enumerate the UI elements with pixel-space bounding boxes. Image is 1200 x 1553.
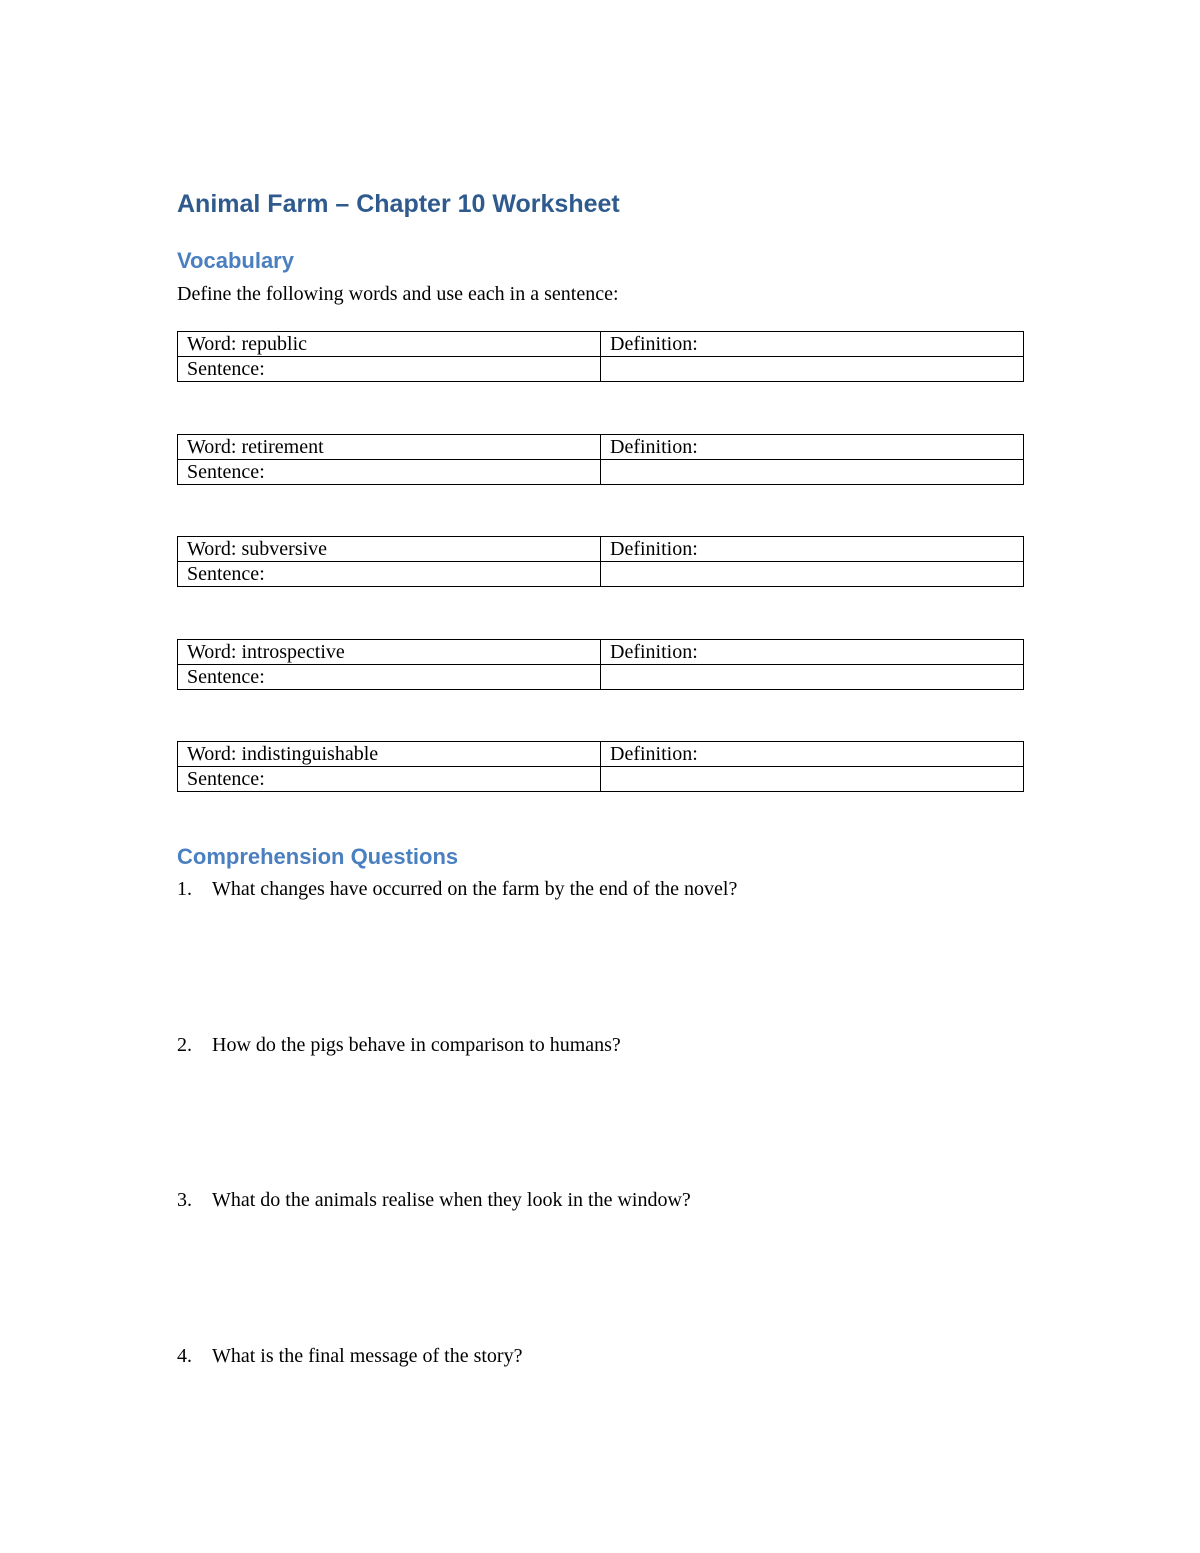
sentence-answer-cell[interactable] xyxy=(601,357,1024,382)
question-text: What changes have occurred on the farm by the end of the novel? xyxy=(212,878,738,900)
vocab-word: Word: retirement xyxy=(178,435,601,460)
sentence-field[interactable]: Sentence: xyxy=(178,767,601,792)
vocabulary-heading: Vocabulary xyxy=(177,248,294,273)
vocab-word: Word: indistinguishable xyxy=(178,742,601,767)
sentence-answer-cell[interactable] xyxy=(601,767,1024,792)
vocab-word: Word: republic xyxy=(178,332,601,357)
sentence-field[interactable]: Sentence: xyxy=(178,665,601,690)
vocab-table-subversive xyxy=(177,536,1024,587)
question-number: 1. xyxy=(177,878,192,900)
definition-field[interactable]: Definition: xyxy=(601,640,1024,665)
vocab-table-introspective xyxy=(177,639,1024,690)
definition-field[interactable]: Definition: xyxy=(601,537,1024,562)
vocab-word: Word: subversive xyxy=(178,537,601,562)
page-title: Animal Farm – Chapter 10 Worksheet xyxy=(177,190,620,218)
sentence-field[interactable]: Sentence: xyxy=(178,357,601,382)
question-item xyxy=(177,878,737,901)
vocab-table-retirement xyxy=(177,434,1024,485)
question-item xyxy=(177,1345,522,1368)
vocab-table-republic xyxy=(177,331,1024,382)
definition-field[interactable]: Definition: xyxy=(601,332,1024,357)
question-text: What is the final message of the story? xyxy=(212,1345,523,1367)
sentence-answer-cell[interactable] xyxy=(601,665,1024,690)
question-text: What do the animals realise when they look in the window? xyxy=(212,1189,691,1211)
definition-field[interactable]: Definition: xyxy=(601,742,1024,767)
question-item xyxy=(177,1034,621,1057)
vocabulary-instructions: Define the following words and use each in a sentence: xyxy=(177,283,619,305)
sentence-answer-cell[interactable] xyxy=(601,562,1024,587)
question-text: How do the pigs behave in comparison to humans? xyxy=(212,1034,621,1056)
question-number: 3. xyxy=(177,1189,192,1211)
question-number: 2. xyxy=(177,1034,192,1056)
sentence-field[interactable]: Sentence: xyxy=(178,562,601,587)
question-item xyxy=(177,1189,691,1212)
question-number: 4. xyxy=(177,1345,192,1367)
sentence-field[interactable]: Sentence: xyxy=(178,460,601,485)
definition-field[interactable]: Definition: xyxy=(601,435,1024,460)
comprehension-heading: Comprehension Questions xyxy=(177,844,459,869)
vocab-word: Word: introspective xyxy=(178,640,601,665)
vocab-table-indistinguishable xyxy=(177,741,1024,792)
sentence-answer-cell[interactable] xyxy=(601,460,1024,485)
